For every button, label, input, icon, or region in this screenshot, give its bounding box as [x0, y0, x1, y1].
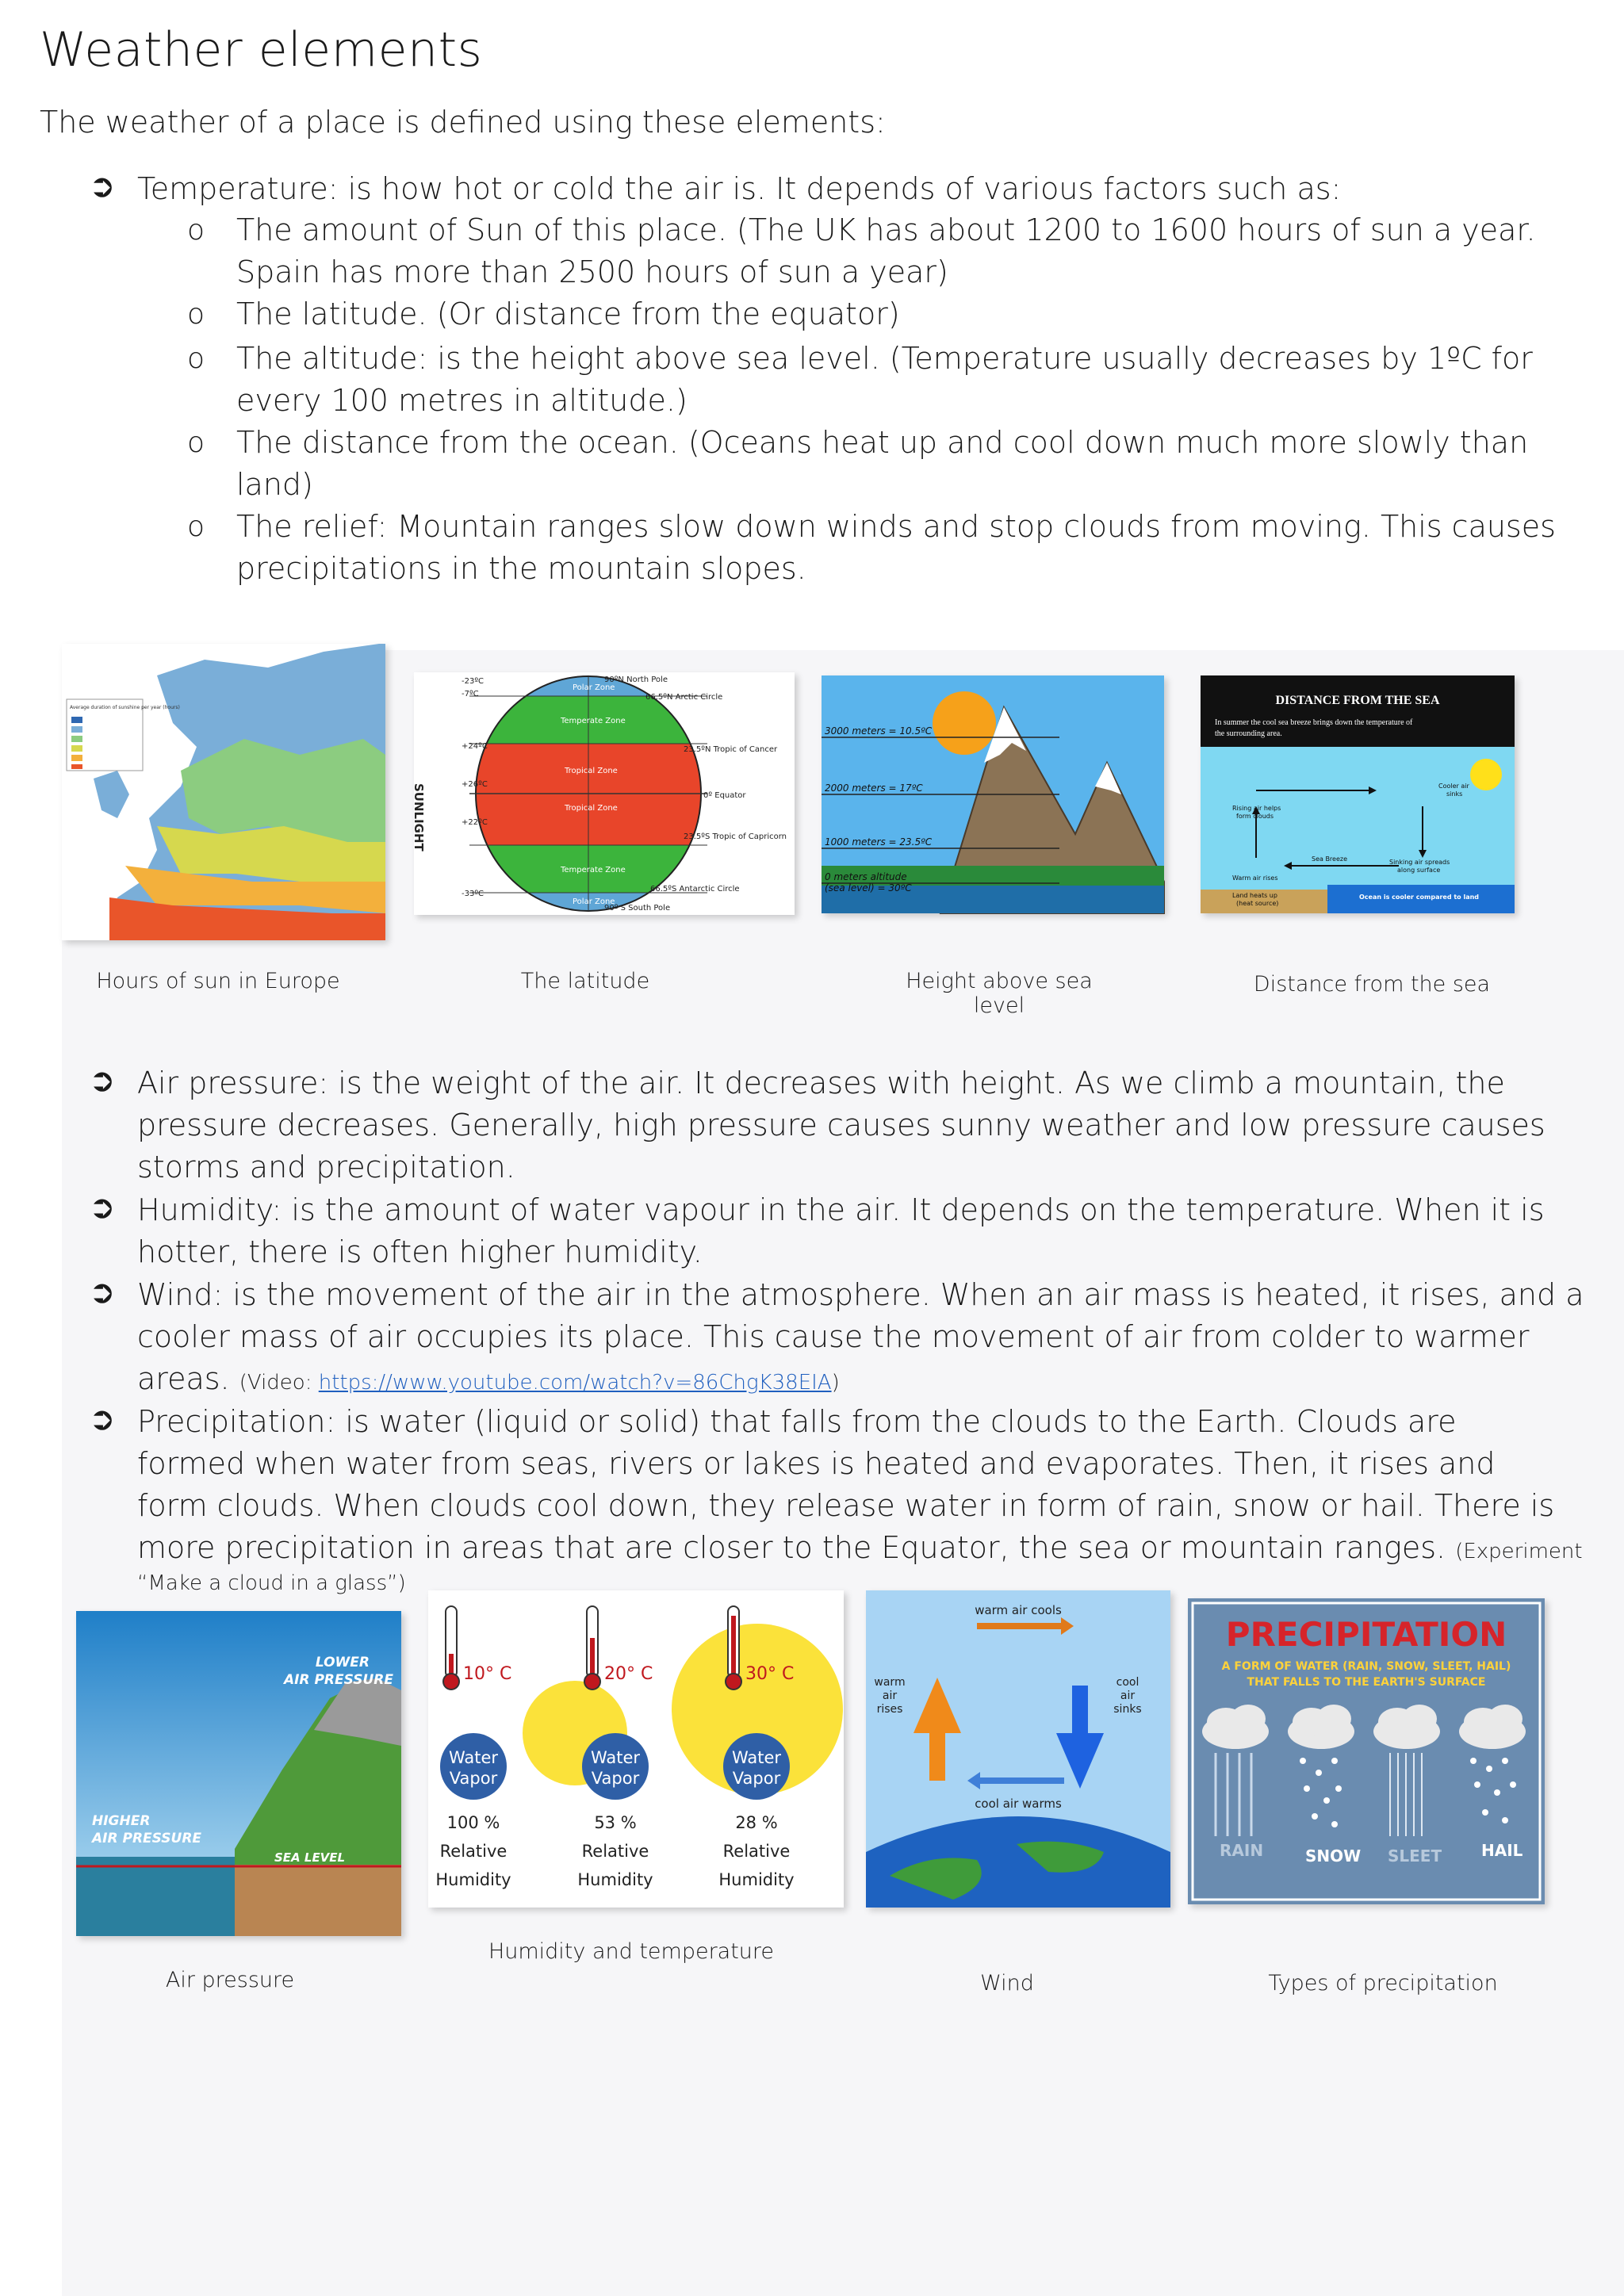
pct-label: 53 % [594, 1813, 637, 1832]
experiment-note-2: “Make a cloud in a glass”) [137, 1571, 406, 1595]
air-pressure-line-1: Air pressure: is the weight of the air. It decreases with height. As we climb a mountain, the [137, 1066, 1505, 1100]
europe-legend-title: Average duration of sunshine per year (hours) [70, 705, 180, 710]
precip-type-rain: RAIN [1220, 1841, 1264, 1860]
factor-4-line-1: The distance from the ocean. (Oceans heat up and cool down much more slowly than [236, 425, 1529, 460]
zone-label: Tropical Zone [565, 804, 618, 813]
precip-line-1: Precipitation: is water (liquid or solid) that falls from the clouds to the Earth. Clouds are [137, 1404, 1457, 1439]
sea-label: Land heats up [1232, 892, 1277, 899]
caption-distance-sea: Distance from the sea [1253, 972, 1491, 997]
vapor-label: Vapor [732, 1769, 781, 1788]
lower-label-1: LOWER [315, 1655, 370, 1670]
arrow-bullet-icon: ➲ [89, 1401, 116, 1437]
wind-last-text: areas. [137, 1361, 230, 1396]
bullet-o: o [187, 427, 205, 459]
sea-label: Cooler air [1438, 783, 1469, 790]
lower-label-2: AIR PRESSURE [283, 1672, 393, 1688]
sea-title: DISTANCE FROM THE SEA [1275, 694, 1440, 707]
temp-label: +26ºC [462, 780, 488, 789]
altitude-label: 0 meters altitude [825, 871, 907, 882]
video-suffix: ) [831, 1371, 840, 1395]
arrow-bullet-icon: ➲ [89, 1274, 116, 1311]
precip-line-4 [137, 1527, 1583, 1573]
bullet-o: o [187, 214, 205, 247]
temp-label: -23ºC [462, 677, 485, 686]
precip-last-text: more precipitation in areas that are closer to the Equator, the sea or mountain ranges. [137, 1530, 1446, 1565]
temp-label: +24ºC [462, 742, 488, 751]
wind-right-label: sinks [1113, 1703, 1142, 1716]
temp-10: 10° C [463, 1664, 512, 1684]
sunlight-label: SUNLIGHT [412, 783, 426, 851]
temp-label: -33ºC [462, 890, 485, 898]
caption-humidity: Humidity and temperature [488, 1939, 775, 1964]
sea-label: form clouds [1236, 813, 1274, 820]
caption-air-pressure: Air pressure [165, 1968, 295, 1992]
higher-label-1: HIGHER [92, 1813, 151, 1829]
precip-type-snow: SNOW [1305, 1846, 1362, 1866]
precipitation-diagram [1188, 1598, 1545, 1904]
altitude-label: (sea level) = 30ºC [825, 882, 912, 894]
line-label: 23.5ºS Tropic of Capricorn [684, 832, 787, 841]
hum-label: Humidity [577, 1870, 653, 1889]
air-pressure-line-3: storms and precipitation. [137, 1150, 515, 1184]
sea-distance-diagram [1201, 675, 1515, 913]
wind-top-label: warm air cools [975, 1603, 1062, 1617]
sea-label: Ocean is cooler compared to land [1359, 894, 1480, 901]
zone-label: Temperate Zone [561, 866, 626, 874]
factor-5-line-1: The relief: Mountain ranges slow down winds and stop clouds from moving. This causes [236, 509, 1556, 544]
rel-label: Relative [581, 1842, 649, 1861]
altitude-diagram [822, 675, 1164, 913]
zone-label: Temperate Zone [561, 717, 626, 725]
precip-sub-2: THAT FALLS TO THE EARTH'S SURFACE [1247, 1676, 1486, 1689]
sea-subtitle-1: In summer the cool sea breeze brings down the temperature of [1215, 718, 1413, 727]
zone-label: Tropical Zone [565, 767, 618, 775]
wind-right-label: air [1120, 1689, 1136, 1702]
hum-label: Humidity [718, 1870, 795, 1889]
caption-height: Height above sea level [906, 969, 1093, 1018]
bullet-o: o [187, 511, 205, 543]
factor-2-line-1: The latitude. (Or distance from the equator) [236, 297, 900, 331]
factor-3-line-2: every 100 metres in altitude.) [236, 383, 688, 418]
intro-text: The weather of a place is defined using these elements: [40, 105, 886, 140]
temperature-lead: Temperature: is how hot or cold the air is. It depends of various factors such as: [137, 171, 1342, 206]
altitude-label: 3000 meters = 10.5ºC [825, 725, 933, 737]
precip-line-3: form clouds. When clouds cool down, they release water in form of rain, snow or hail. There is [137, 1488, 1555, 1523]
bullet-o: o [187, 298, 205, 331]
precip-line-2: formed when water from seas, rivers or lakes is heated and evaporates. Then, it rises and [137, 1446, 1496, 1481]
pct-label: 28 % [735, 1813, 778, 1832]
wind-bottom-label: cool air warms [975, 1797, 1062, 1811]
arrow-bullet-icon: ➲ [89, 168, 116, 205]
humidity-line-1: Humidity: is the amount of water vapour in the air. It depends on the temperature. When it is [137, 1192, 1545, 1227]
precip-type-sleet: SLEET [1388, 1846, 1442, 1866]
video-prefix: (Video: [239, 1371, 319, 1395]
europe-sunshine-map [62, 644, 385, 940]
sea-label: (heat source) [1236, 900, 1279, 907]
sea-label: Sinking air spreads [1389, 859, 1450, 866]
air-pressure-diagram [76, 1611, 401, 1936]
sea-label: Rising air helps [1232, 805, 1281, 812]
sea-label: Warm air rises [1232, 874, 1278, 882]
humidity-diagram [428, 1590, 844, 1908]
latitude-diagram [414, 672, 795, 915]
pct-label: 100 % [446, 1813, 500, 1832]
altitude-label: 1000 meters = 23.5ºC [825, 836, 933, 848]
factor-1-line-2: Spain has more than 2500 hours of sun a year) [236, 254, 948, 289]
factor-4-line-2: land) [236, 467, 313, 502]
rel-label: Relative [722, 1842, 791, 1861]
line-label: 90º S South Pole [604, 904, 671, 913]
water-label: Water [731, 1748, 782, 1767]
temp-label: -7ºC [462, 690, 479, 698]
precip-type-hail: HAIL [1481, 1841, 1523, 1860]
caption-wind: Wind [980, 1971, 1034, 1996]
line-label: 90ºN North Pole [604, 675, 668, 684]
factor-3-line-1: The altitude: is the height above sea level. (Temperature usually decreases by 1ºC for [236, 341, 1533, 376]
wind-line-3 [137, 1358, 840, 1404]
temp-30: 30° C [745, 1664, 795, 1684]
arrow-bullet-icon: ➲ [89, 1189, 116, 1226]
arrow-bullet-icon: ➲ [89, 1062, 116, 1099]
water-label: Water [448, 1748, 499, 1767]
temp-20: 20° C [604, 1664, 653, 1684]
page-title: Weather elements [40, 22, 483, 78]
sea-level-label: SEA LEVEL [274, 1850, 346, 1865]
precip-sub-1: A FORM OF WATER (RAIN, SNOW, SLEET, HAIL) [1221, 1660, 1511, 1673]
sea-label: Sea Breeze [1312, 855, 1348, 863]
wind-line-2: cooler mass of air occupies its place. This cause the movement of air from colder to warmer [137, 1319, 1530, 1354]
caption-precip-types: Types of precipitation [1268, 1971, 1498, 1996]
rel-label: Relative [439, 1842, 508, 1861]
factor-5-line-2: precipitations in the mountain slopes. [236, 551, 806, 586]
line-label: 66.5ºN Arctic Circle [645, 693, 723, 702]
video-link[interactable]: https://www.youtube.com/watch?v=86ChgK38EIA [318, 1371, 832, 1395]
altitude-label: 2000 meters = 17ºC [825, 783, 923, 794]
wind-left-label: warm [874, 1676, 906, 1689]
zone-label: Polar Zone [573, 897, 615, 906]
line-label: 66.5ºS Antarctic Circle [650, 885, 740, 894]
caption-latitude: The latitude [520, 969, 650, 993]
higher-label-2: AIR PRESSURE [92, 1831, 202, 1846]
vapor-label: Vapor [591, 1769, 640, 1788]
precip-title: PRECIPITATION [1225, 1615, 1507, 1654]
bullet-o: o [187, 342, 205, 375]
wind-line-1: Wind: is the movement of the air in the atmosphere. When an air mass is heated, it rises, and a [137, 1277, 1584, 1312]
temp-label: +22ºC [462, 818, 488, 827]
sea-label: along surface [1397, 867, 1441, 874]
line-label: 23.5ºN Tropic of Cancer [684, 745, 778, 754]
wind-left-label: rises [876, 1703, 903, 1716]
line-label: 0º Equator [703, 791, 746, 800]
vapor-label: Vapor [449, 1769, 498, 1788]
humidity-line-2: hotter, there is often higher humidity. [137, 1234, 703, 1269]
caption-hours-of-sun: Hours of sun in Europe [96, 969, 340, 993]
sea-label: sinks [1446, 790, 1463, 798]
wind-diagram [866, 1590, 1170, 1908]
water-label: Water [590, 1748, 641, 1767]
hum-label: Humidity [435, 1870, 511, 1889]
sea-subtitle-2: the surrounding area. [1215, 729, 1282, 738]
wind-left-label: air [882, 1689, 898, 1702]
wind-right-label: cool [1116, 1676, 1139, 1689]
experiment-note-1: (Experiment [1455, 1540, 1583, 1563]
factor-1-line-1: The amount of Sun of this place. (The UK has about 1200 to 1600 hours of sun a year. [236, 212, 1536, 247]
zone-label: Polar Zone [573, 683, 615, 692]
air-pressure-line-2: pressure decreases. Generally, high pressure causes sunny weather and low pressure causes [137, 1108, 1545, 1142]
